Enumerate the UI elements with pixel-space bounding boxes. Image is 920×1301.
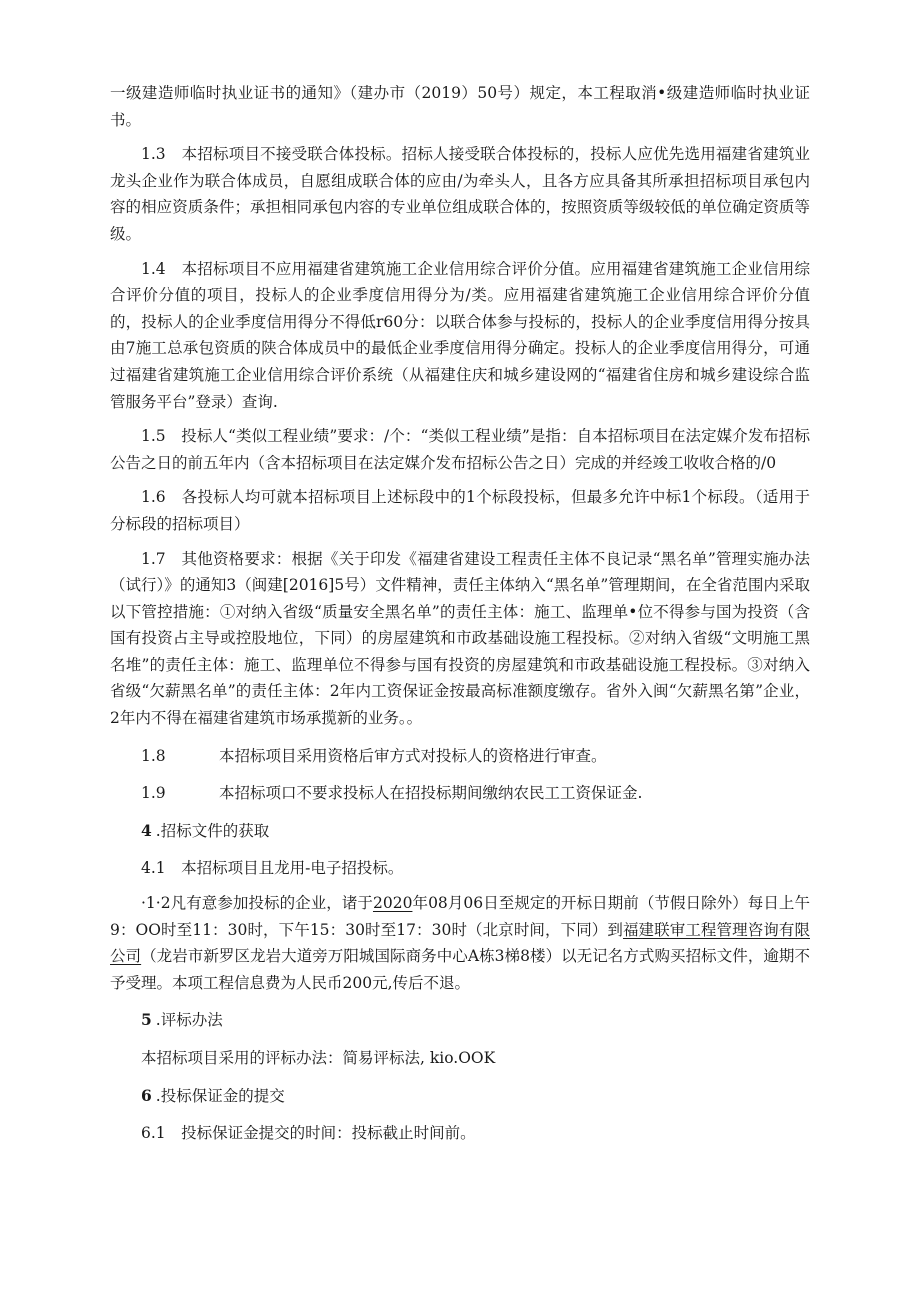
paragraph-1-9	[110, 780, 810, 807]
paragraph-6-1: 6.1 投标保证金提交的时间：投标截止时间前。	[141, 1124, 476, 1143]
paragraph-1-4: 1.4 本招标项目不应用福建省建筑施工企业信用综合评价分值。应用福建省建筑施工企业信用综合评价分值的项目，投标人的企业季度信用得分为/类。应用福建省建筑施工企业信用综合评价分值的，投标人的企业季度信用得分不得低r60分：以联合体参与投标的，投标人的企业季度信用得分按具由7施工总承包资质的陕合体成员中的最低企业季度信用得分确定。投标人的企业季度信用得分，可通过福建省建筑施工企业信用综合评价系统（从福建住庆和城乡建设网的“福建省住房和城乡建设综合监管服务平台”登录）查询.	[110, 259, 810, 411]
section-number: 6	[141, 1085, 152, 1105]
underlined-agent-name: 福建联审工程管理咨询有限公司	[110, 920, 810, 966]
section-heading-5	[110, 1007, 810, 1034]
clause-number: 1.9	[141, 784, 166, 803]
clause-number: 1.8	[141, 746, 166, 765]
section-title: .投标保证金的提交	[155, 1086, 285, 1105]
paragraph-4-1: 4.1 本招标项目且龙用-电子招投标。	[141, 859, 404, 878]
section-number: 4	[141, 820, 152, 840]
text-segment: 年08月06日至规定的开标日期前（节假日除外）每日上午9：OO时至11：30时，下午15：30时至17：30时（北京时间，下同）到	[110, 894, 810, 939]
section-number: 5	[141, 1010, 152, 1030]
text-segment: （龙岩市新罗区龙岩大道旁万阳城国际商务中心A栋3梯8楼）以无记名方式购买招标文件，逾期不予受理。本项工程信息费为人民币200元,传后不退。	[110, 947, 810, 992]
section-heading-6	[110, 1083, 810, 1110]
underlined-year: 2020	[372, 894, 413, 913]
paragraph-1-3: 1.3 本招标项目不接受联合体投标。招标人接受联合体投标的，投标人应优先选用福建省建筑业龙头企业作为联合体成员，自愿组成联合体的应由/为牵头人，且各方应具备其所承担招标项目承包内容的相应资质条件；承担相同承包内容的专业单位组成联合体的，按照资质等级较低的单位确定资质等级。	[110, 145, 810, 243]
paragraph-1-6: 1.6 各投标人均可就本招标项目上述标段中的1个标段投标，但最多允许中标1个标段。（适用于分标段的招标项目）	[110, 488, 810, 533]
paragraph-5: 本招标项目采用的评标办法：简易评标法, kio.OOK	[141, 1049, 496, 1067]
section-heading-4	[110, 818, 810, 845]
paragraph-1-8	[110, 743, 810, 770]
clause-text: 本招标项目采用资格后审方式对投标人的资格进行审查。	[219, 746, 607, 765]
document-page	[110, 80, 810, 1147]
paragraph-4-2	[110, 890, 810, 996]
paragraph-1-7: 1.7 其他资格要求：根据《关于印发《福建省建设工程责任主体不良记录“黑名单”管理实施办法（试行）》的通知3（闽建[2016]5号）文件精神，责任主体纳入“黑名单”管理期间，在全省范围内采取以下管控措施：①对纳入省级“质量安全黑名单”的责任主体：施工、监理单•位不得参与国为投资（含国有投资占主导或控股地位，下同）的房屋建筑和市政基础设施工程投标。②对纳入省级“文明施工黑名堆”的责任主体：施工、监理单位不得参与国有投资的房屋建筑和市政基础设施工程投标。③对纳入省级“欠薪黑名单”的责任主体：2年内工资保证金按最高标准额度缴存。省外入闽“欠薪黑名第”企业，2年内不得在福建省建筑市场承揽新的业务。。	[110, 549, 810, 728]
text-segment: ·1·2凡有意参加投标的企业，诸于	[141, 894, 373, 913]
paragraph-continuation: 一级建造师临时执业证书的通知》（建办市（2019）50号）规定，本工程取消•级建造师临时执业证书。	[110, 84, 810, 129]
paragraph-1-5: 1.5 投标人“类似工程业绩”要求：/个：“类似工程业绩”是指：自本招标项目在法定媒介发布招标公告之日的前五年内（含本招标项目在法定媒介发布招标公告之日）完成的并经竣工收收合格的/0	[110, 427, 810, 472]
clause-text: 本招标项口不要求投标人在招投标期间缴纳农民工工资保证金.	[219, 784, 643, 803]
section-title: .评标办法	[155, 1011, 223, 1030]
section-title: .招标文件的获取	[155, 821, 270, 840]
